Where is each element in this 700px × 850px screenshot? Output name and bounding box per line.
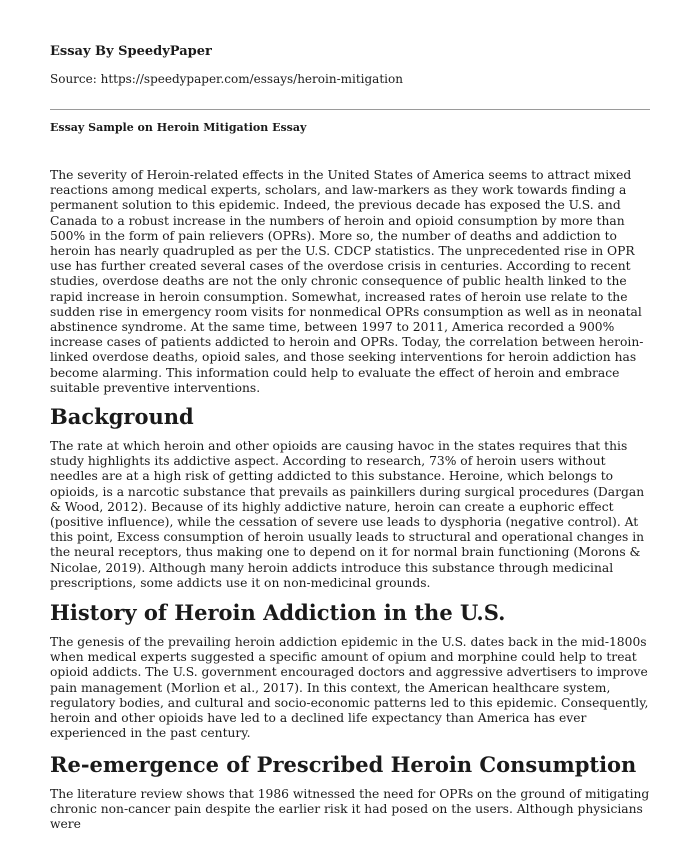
essay-body bbox=[50, 168, 650, 832]
brand-title: Essay By SpeedyPaper bbox=[50, 44, 212, 59]
reemergence-paragraph: The literature review shows that 1986 witnessed the need for OPRs on the ground of mitigating chronic non-cancer pain despite the earlier risk it had posed on the users. Although physicians were bbox=[50, 786, 650, 831]
intro-paragraph: The severity of Heroin-related effects in the United States of America seems to attract mixed reactions among medical experts, scholars, and law-markers as they work towards finding a permanent solution to this epidemic. Indeed, the previous decade has exposed the U.S. and Canada to a robust increase in the numbers of heroin and opioid consumption by more than 500% in the form of pain relievers (OPRs). More so, the number of deaths and addiction to heroin has nearly quadrupled as per the U.S. CDCP statistics. The unprecedented rise in OPR use has further created several cases of the overdose crisis in centuries. According to recent studies, overdose deaths are not the only chronic consequence of public health linked to the rapid increase in heroin consumption. Somewhat, increased rates of heroin use relate to the sudden rise in emergency room visits for nonmedical OPRs consumption as well as in neonatal abstinence syndrome. At the same time, between 1997 to 2011, America recorded a 900% increase cases of patients addicted to heroin and OPRs. Today, the correlation between heroin-linked overdose deaths, opioid sales, and those seeking interventions for heroin addiction has become alarming. This information could help to evaluate the effect of heroin and embrace suitable preventive interventions. bbox=[50, 168, 644, 395]
section-heading-reemergence: Re-emergence of Prescribed Heroin Consumption bbox=[50, 751, 637, 777]
section-heading-history: History of Heroin Addiction in the U.S. bbox=[50, 600, 506, 626]
header-divider bbox=[50, 109, 650, 110]
background-paragraph: The rate at which heroin and other opioids are causing havoc in the states requires that this study highlights its addictive aspect. According to research, 73% of heroin users without needles are at a high risk of getting addicted to this substance. Heroine, which belongs to opioids, is a narcotic substance that prevails as painkillers during surgical procedures (Dargan & Wood, 2012). Because of its highly addictive nature, heroin can create a euphoric effect (positive influence), while the cessation of severe use leads to dysphoria (negative control). At this point, Excess consumption of heroin usually leads to structural and operational changes in the neural receptors, thus making one to depend on it for normal brain functioning (Morons & Nicolae, 2019). Although many heroin addicts introduce this substance through medicinal prescriptions, some addicts use it on non-medicinal grounds. bbox=[50, 439, 645, 590]
section-heading-background: Background bbox=[50, 404, 194, 430]
history-paragraph: The genesis of the prevailing heroin addiction epidemic in the U.S. dates back in the mid-1800s when medical experts suggested a specific amount of opium and morphine could help to treat opioid addicts. The U.S. government encouraged doctors and aggressive advertisers to improve pain management (Morlion et al., 2017). In this context, the American healthcare system, regulatory bodies, and cultural and socio-economic patterns led to this epidemic. Consequently, heroin and other opioids have led to a declined life expectancy than America has ever experienced in the past century. bbox=[50, 635, 649, 741]
source-line: Source: https://speedypaper.com/essays/heroin-mitigation bbox=[50, 72, 403, 86]
essay-title: Essay Sample on Heroin Mitigation Essay bbox=[50, 121, 307, 134]
